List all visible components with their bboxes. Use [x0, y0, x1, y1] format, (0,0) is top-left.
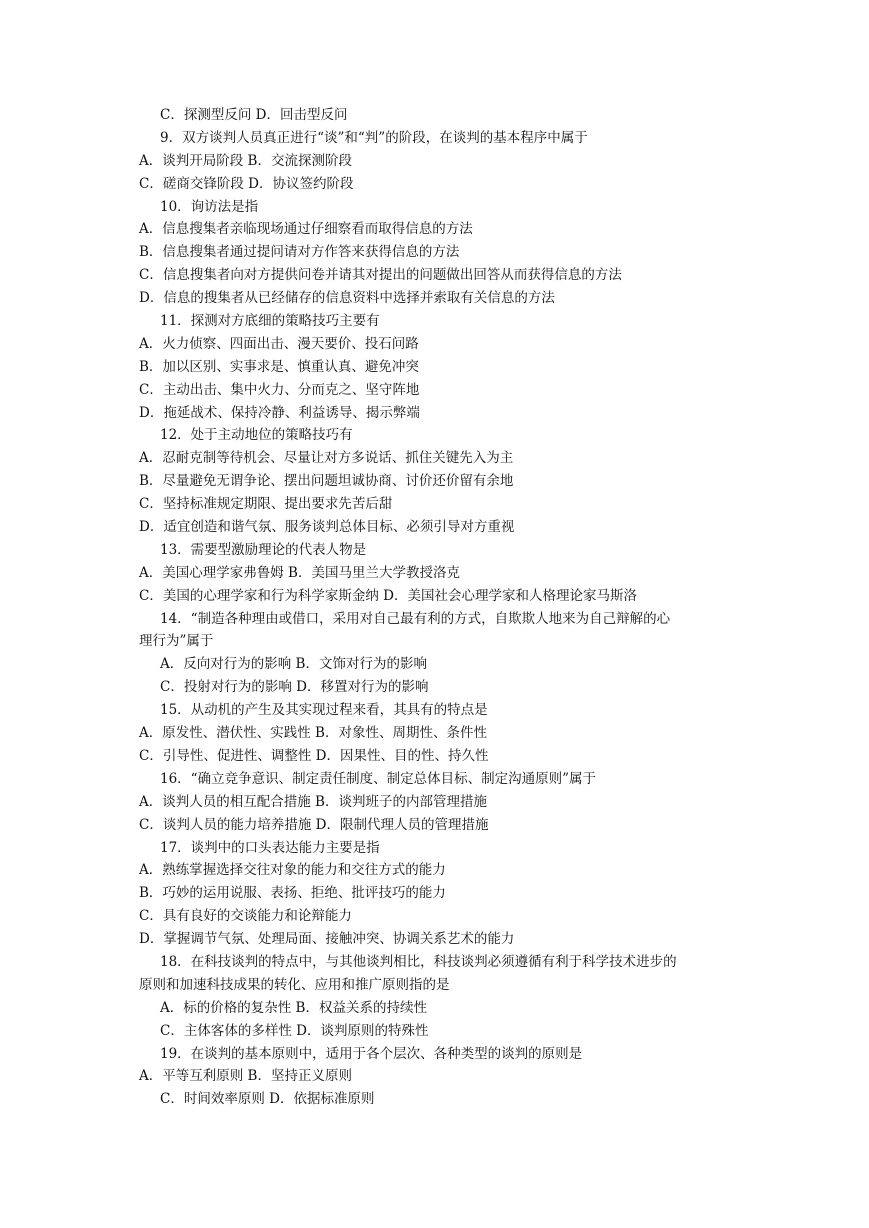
- text-line: C．美国的心理学家和行为科学家斯金纳 D．美国社会心理学家和人格理论家马斯洛: [139, 587, 637, 604]
- text-line: D．拖延战术、保持冷静、利益诱导、揭示弊端: [139, 404, 420, 421]
- text-line: 11．探测对方底细的策略技巧主要有: [160, 313, 380, 330]
- text-line: 10．询访法是指: [160, 198, 259, 215]
- text-line: 12．处于主动地位的策略技巧有: [160, 427, 353, 444]
- text-line: B．尽量避免无谓争论、摆出问题坦诚协商、讨价还价留有余地: [139, 473, 514, 490]
- question-text-body: [139, 104, 739, 1111]
- text-line: D．适宜创造和谐气氛、服务谈判总体目标、必须引导对方重视: [139, 519, 515, 536]
- text-line: 17．谈判中的口头表达能力主要是指: [160, 839, 380, 856]
- text-line: 9．双方谈判人员真正进行“谈”和“判”的阶段，在谈判的基本程序中属于: [160, 129, 588, 146]
- text-line: A．忍耐克制等待机会、尽量让对方多说话、抓住关键先入为主: [139, 450, 514, 467]
- text-line: C．主体客体的多样性 D．谈判原则的特殊性: [160, 1022, 429, 1039]
- text-line: A．原发性、潜伏性、实践性 B．对象性、周期性、条件性: [139, 725, 487, 742]
- text-line: C．探测型反问 D．回击型反问: [160, 107, 348, 123]
- text-line: C．坚持标准规定期限、提出要求先苦后甜: [139, 496, 393, 513]
- text-line: A．标的价格的复杂性 B．权益关系的持续性: [160, 999, 427, 1016]
- text-line: A．美国心理学家弗鲁姆 B．美国马里兰大学教授洛克: [139, 564, 460, 581]
- text-line: A．火力侦察、四面出击、漫天要价、投石问路: [139, 335, 419, 352]
- text-line: C．时间效率原则 D．依据标准原则: [160, 1091, 375, 1108]
- text-line: A．谈判开局阶段 B．交流探测阶段: [139, 152, 352, 169]
- text-line: C．磋商交锋阶段 D．协议签约阶段: [139, 175, 354, 192]
- text-line: C．谈判人员的能力培养措施 D．限制代理人员的管理措施: [139, 816, 489, 833]
- text-line: A．熟练掌握选择交往对象的能力和交往方式的能力: [139, 862, 446, 879]
- text-line: 19．在谈判的基本原则中，适用于各个层次、各种类型的谈判的原则是: [160, 1045, 583, 1062]
- text-line: D．信息的搜集者从已经储存的信息资料中选择并索取有关信息的方法: [139, 290, 555, 307]
- text-line: C．信息搜集者向对方提供问卷并请其对提出的问题做出回答从而获得信息的方法: [139, 267, 622, 284]
- text-line: A．反向对行为的影响 B．文饰对行为的影响: [160, 656, 427, 673]
- text-line: C．具有良好的交谈能力和论辩能力: [139, 908, 352, 925]
- text-line: B．信息搜集者通过提问请对方作答来获得信息的方法: [139, 244, 460, 261]
- text-line: 16．“确立竞争意识、制定责任制度、制定总体目标、制定沟通原则”属于: [160, 770, 596, 787]
- text-line: 13．需要型激励理论的代表人物是: [160, 541, 367, 558]
- text-line: C．引导性、促进性、调整性 D．因果性、目的性、持久性: [139, 747, 489, 764]
- text-line: B．加以区别、实事求是、慎重认真、避免冲突: [139, 358, 419, 375]
- text-line: 18．在科技谈判的特点中，与其他谈判相比，科技谈判必须遵循有利于科学技术进步的: [160, 953, 677, 970]
- text-line: B．巧妙的运用说服、表扬、拒绝、批评技巧的能力: [139, 885, 446, 902]
- text-line: D．掌握调节气氛、处理局面、接触冲突、协调关系艺术的能力: [139, 931, 515, 948]
- text-line: 原则和加速科技成果的转化、应用和推广原则指的是: [139, 976, 450, 993]
- text-line: C．主动出击、集中火力、分而克之、坚守阵地: [139, 381, 420, 398]
- text-line: A．平等互利原则 B．坚持正义原则: [139, 1068, 352, 1085]
- text-line: A．信息搜集者亲临现场通过仔细察看而取得信息的方法: [139, 221, 473, 238]
- text-line: 理行为”属于: [139, 633, 214, 650]
- text-line: C．投射对行为的影响 D．移置对行为的影响: [160, 679, 429, 696]
- text-line: 15．从动机的产生及其实现过程来看，其具有的特点是: [160, 702, 488, 719]
- text-line: A．谈判人员的相互配合措施 B．谈判班子的内部管理措施: [139, 793, 487, 810]
- text-line: 14．“制造各种理由或借口，采用对自己最有利的方式，自欺欺人地来为自己辩解的心: [160, 610, 671, 627]
